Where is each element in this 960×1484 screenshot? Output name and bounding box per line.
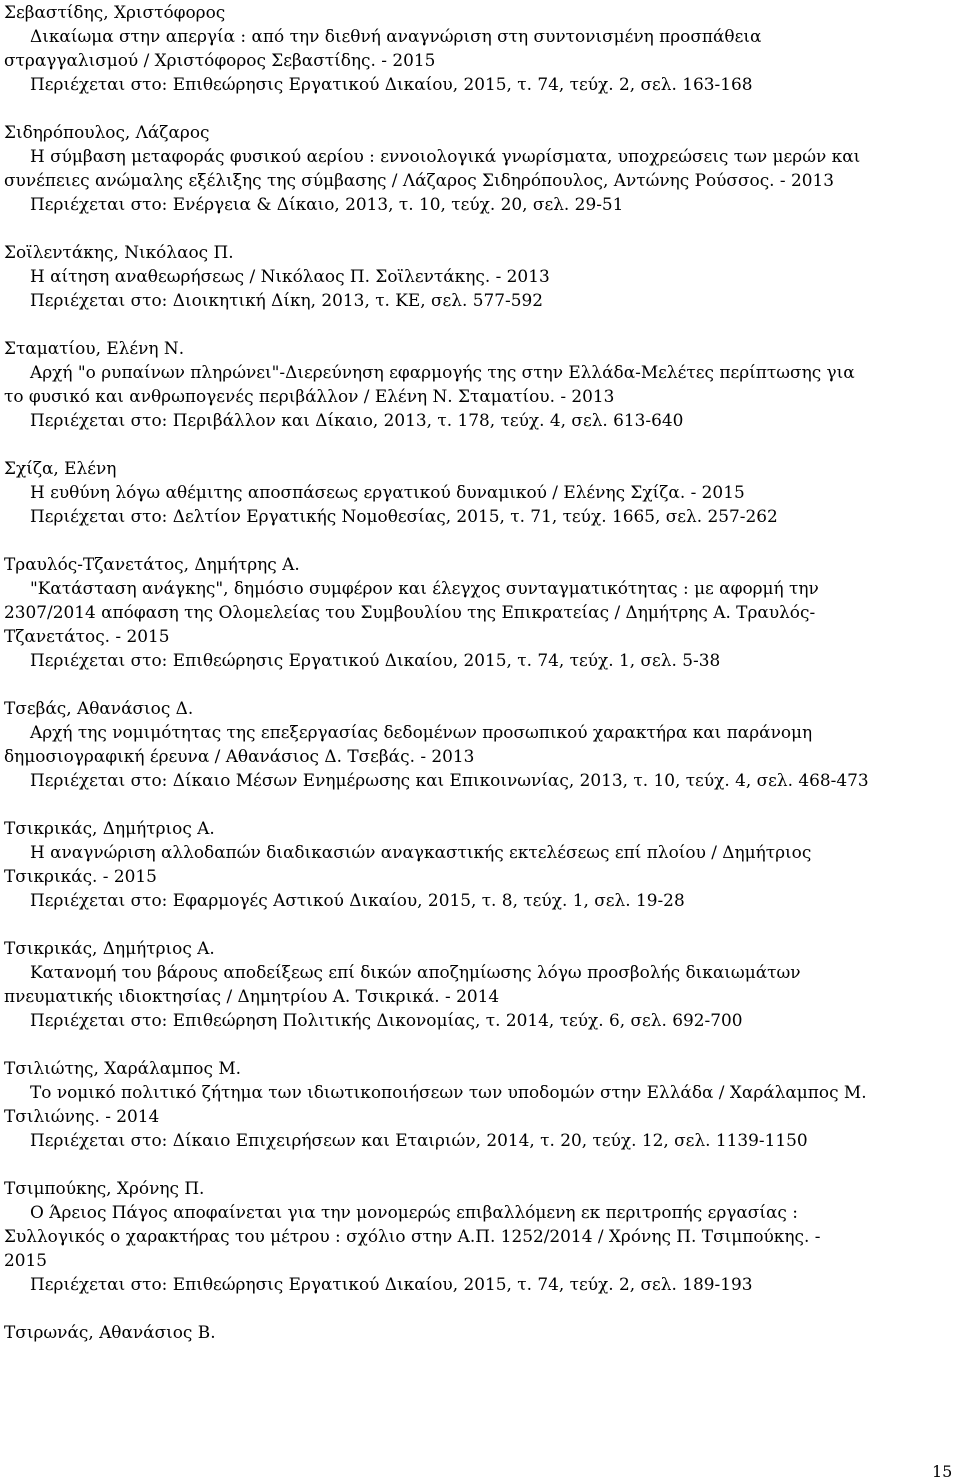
entry-spacer xyxy=(0,1032,960,1056)
entry-source: Περιέχεται στο: Εφαρμογές Αστικού Δικαίου, 2015, τ. 8, τεύχ. 1, σελ. 19-28 xyxy=(30,890,685,910)
entry-author: Τραυλός-Τζανετάτος, Δημήτρης Α. xyxy=(4,554,300,574)
entry-author: Σχίζα, Ελένη xyxy=(4,458,117,478)
entry-title-line: Τσιλιώνης. - 2014 xyxy=(4,1106,160,1126)
entry-source: Περιέχεται στο: Επιθεώρησις Εργατικού Δικαίου, 2015, τ. 74, τεύχ. 2, σελ. 189-193 xyxy=(30,1274,753,1294)
entry-source: Περιέχεται στο: Δελτίον Εργατικής Νομοθεσίας, 2015, τ. 71, τεύχ. 1665, σελ. 257-262 xyxy=(30,506,778,526)
entry-title-line: Η σύμβαση μεταφοράς φυσικού αερίου : εννοιολογικά γνωρίσματα, υποχρεώσεις των μερών και xyxy=(30,146,861,166)
entry-spacer xyxy=(0,216,960,240)
page-number: 15 xyxy=(932,1462,953,1481)
entry-spacer xyxy=(0,312,960,336)
bibliography-entry xyxy=(0,552,960,672)
entry-title-line: Η αναγνώριση αλλοδαπών διαδικασιών αναγκαστικής εκτελέσεως επί πλοίου / Δημήτριος xyxy=(30,842,812,862)
entry-title-line: Το νομικό πολιτικό ζήτημα των ιδιωτικοποιήσεων των υποδομών στην Ελλάδα / Χαράλαμπος Μ. xyxy=(30,1082,867,1102)
entry-author: Σοϊλεντάκης, Νικόλαος Π. xyxy=(4,242,234,262)
entry-title-line: "Κατάσταση ανάγκης", δημόσιο συμφέρον και έλεγχος συνταγματικότητας : με αφορμή την xyxy=(30,578,819,598)
entry-title-line: Η ευθύνη λόγω αθέμιτης αποσπάσεως εργατικού δυναμικού / Ελένης Σχίζα. - 2015 xyxy=(30,482,745,502)
entry-source: Περιέχεται στο: Επιθεώρησις Εργατικού Δικαίου, 2015, τ. 74, τεύχ. 1, σελ. 5-38 xyxy=(30,650,721,670)
entry-title-line: συνέπειες ανώμαλης εξέλιξης της σύμβασης / Λάζαρος Σιδηρόπουλος, Αντώνης Ρούσσος. - 2013 xyxy=(4,170,835,190)
entry-title-line: Κατανομή του βάρους αποδείξεως επί δικών αποζημίωσης λόγω προσβολής δικαιωμάτων xyxy=(30,962,801,982)
entry-spacer xyxy=(0,96,960,120)
entry-title-line: Τζανετάτος. - 2015 xyxy=(4,626,170,646)
bibliography-entry xyxy=(0,0,960,96)
entry-title-line: πνευματικής ιδιοκτησίας / Δημητρίου Α. Τσικρικά. - 2014 xyxy=(4,986,500,1006)
bibliography-entry xyxy=(0,456,960,528)
entry-author: Τσιλιώτης, Χαράλαμπος Μ. xyxy=(4,1058,242,1078)
entry-author: Τσικρικάς, Δημήτριος Α. xyxy=(4,938,215,958)
entry-title-line: 2307/2014 απόφαση της Ολομελείας του Συμβουλίου της Επικρατείας / Δημήτρης Α. Τραυλός- xyxy=(4,602,816,622)
entry-author: Σιδηρόπουλος, Λάζαρος xyxy=(4,122,210,142)
entry-spacer xyxy=(0,672,960,696)
bibliography-entry xyxy=(0,336,960,432)
entry-author: Σεβαστίδης, Χριστόφορος xyxy=(4,2,226,22)
bibliography-entry xyxy=(0,936,960,1032)
entry-title-line: Δικαίωμα στην απεργία : από την διεθνή αναγνώριση στη συντονισμένη προσπάθεια xyxy=(30,26,762,46)
entry-source: Περιέχεται στο: Επιθεώρηση Πολιτικής Δικονομίας, τ. 2014, τεύχ. 6, σελ. 692-700 xyxy=(30,1010,743,1030)
bibliography-entry xyxy=(0,240,960,312)
entry-source: Περιέχεται στο: Περιβάλλον και Δίκαιο, 2013, τ. 178, τεύχ. 4, σελ. 613-640 xyxy=(30,410,684,430)
entry-spacer xyxy=(0,912,960,936)
entry-spacer xyxy=(0,1152,960,1176)
bibliography-entry xyxy=(0,1176,960,1296)
entry-source: Περιέχεται στο: Διοικητική Δίκη, 2013, τ. ΚΕ, σελ. 577-592 xyxy=(30,290,544,310)
entry-author: Τσικρικάς, Δημήτριος Α. xyxy=(4,818,215,838)
entry-title-line: 2015 xyxy=(4,1250,48,1270)
entry-title-line: στραγγαλισμού / Χριστόφορος Σεβαστίδης. - 2015 xyxy=(4,50,436,70)
entry-title-line: Η αίτηση αναθεωρήσεως / Νικόλαος Π. Σοϊλεντάκης. - 2013 xyxy=(30,266,550,286)
entry-title-line: Συλλογικός ο χαρακτήρας του μέτρου : σχόλιο στην Α.Π. 1252/2014 / Χρόνης Π. Τσιμπούκης. - xyxy=(4,1226,821,1246)
bibliography-entry xyxy=(0,696,960,792)
entry-spacer xyxy=(0,1296,960,1320)
bibliography-entry xyxy=(0,816,960,912)
entry-author: Σταματίου, Ελένη Ν. xyxy=(4,338,185,358)
entry-source: Περιέχεται στο: Επιθεώρησις Εργατικού Δικαίου, 2015, τ. 74, τεύχ. 2, σελ. 163-168 xyxy=(30,74,753,94)
bibliography-entry xyxy=(0,1056,960,1152)
entry-title-line: Ο Άρειος Πάγος αποφαίνεται για την μονομερώς επιβαλλόμενη εκ περιτροπής εργασίας : xyxy=(30,1202,798,1222)
entry-source: Περιέχεται στο: Δίκαιο Επιχειρήσεων και Εταιριών, 2014, τ. 20, τεύχ. 12, σελ. 1139-1150 xyxy=(30,1130,808,1150)
entry-source: Περιέχεται στο: Ενέργεια & Δίκαιο, 2013, τ. 10, τεύχ. 20, σελ. 29-51 xyxy=(30,194,624,214)
bibliography-entry xyxy=(0,120,960,216)
entry-spacer xyxy=(0,528,960,552)
entry-author: Τσιρωνάς, Αθανάσιος Β. xyxy=(4,1322,216,1342)
bibliography-entry xyxy=(0,1320,960,1344)
entry-spacer xyxy=(0,432,960,456)
entry-title-line: Αρχή της νομιμότητας της επεξεργασίας δεδομένων προσωπικού χαρακτήρα και παράνομη xyxy=(30,722,813,742)
entry-title-line: Αρχή "ο ρυπαίνων πληρώνει"-Διερεύνηση εφαρμογής της στην Ελλάδα-Μελέτες περίπτωσης για xyxy=(30,362,855,382)
entry-author: Τσιμπούκης, Χρόνης Π. xyxy=(4,1178,205,1198)
entry-source: Περιέχεται στο: Δίκαιο Μέσων Ενημέρωσης και Επικοινωνίας, 2013, τ. 10, τεύχ. 4, σελ. 468-473 xyxy=(30,770,869,790)
entry-title-line: το φυσικό και ανθρωπογενές περιβάλλον / Ελένη Ν. Σταματίου. - 2013 xyxy=(4,386,615,406)
entry-title-line: Τσικρικάς. - 2015 xyxy=(4,866,157,886)
entry-author: Τσεβάς, Αθανάσιος Δ. xyxy=(4,698,194,718)
entry-spacer xyxy=(0,792,960,816)
entry-title-line: δημοσιογραφική έρευνα / Αθανάσιος Δ. Τσεβάς. - 2013 xyxy=(4,746,475,766)
